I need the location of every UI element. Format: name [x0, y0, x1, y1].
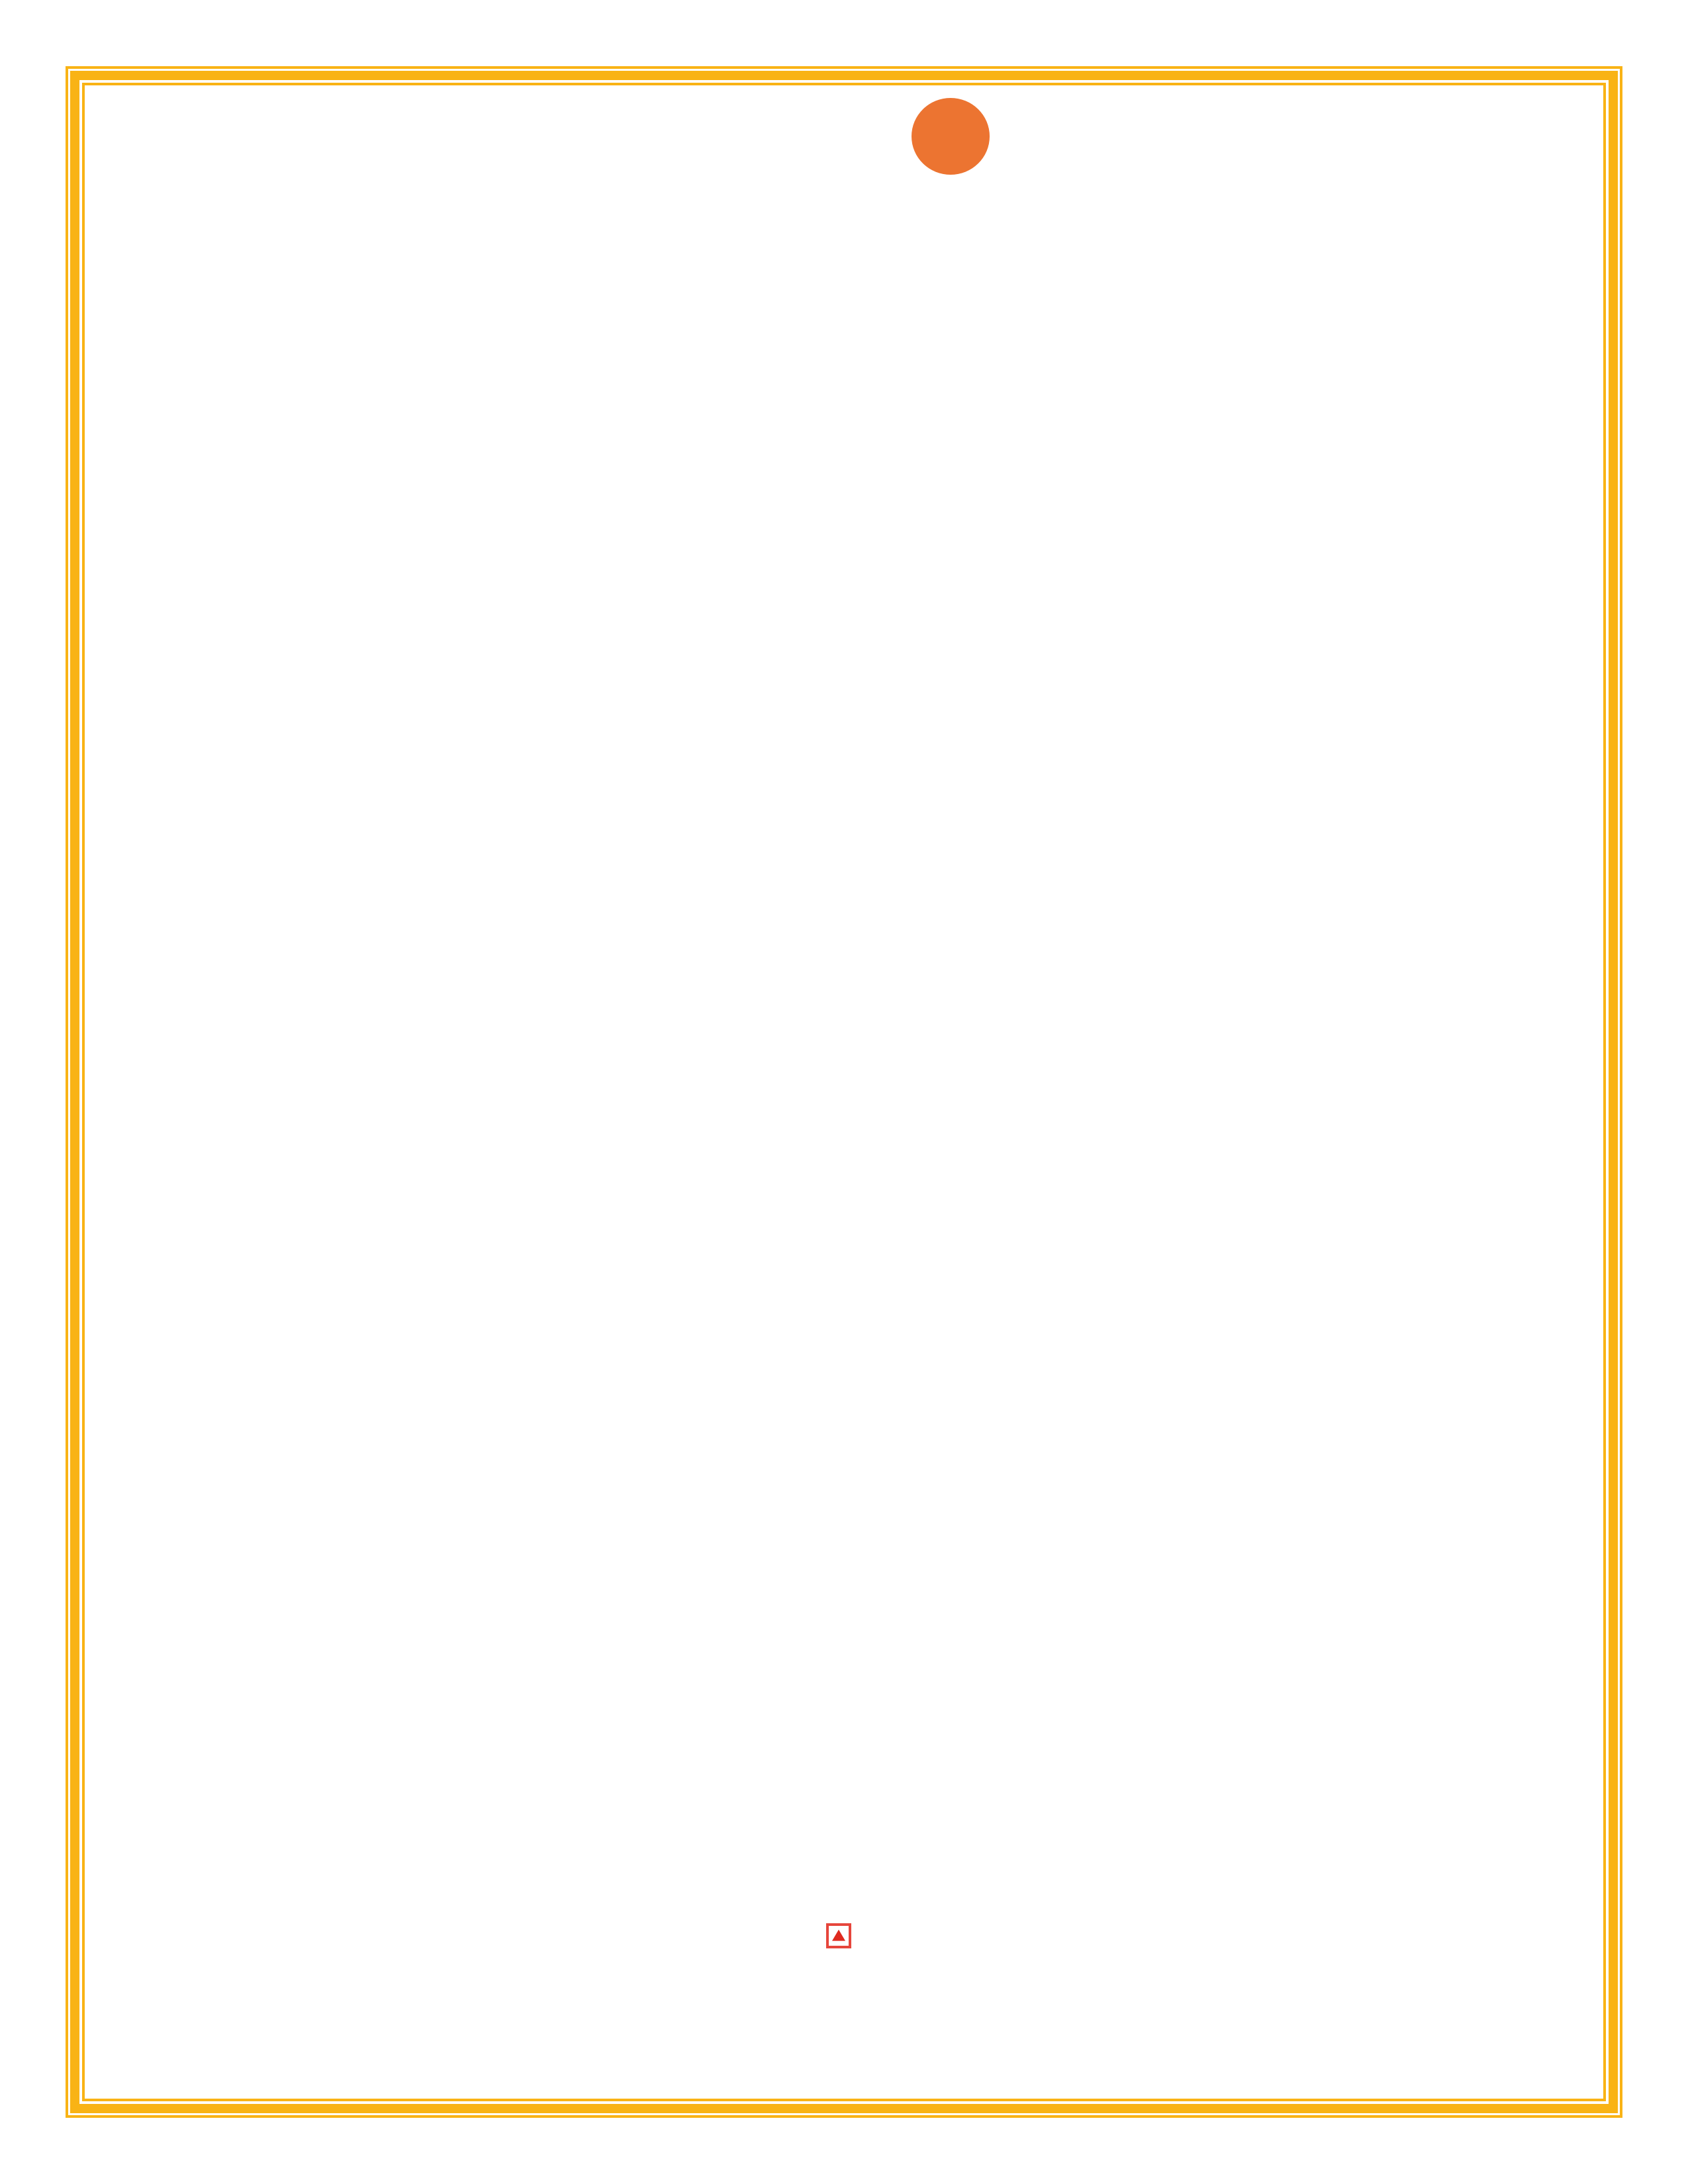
nonveg-legend [0, 1918, 1688, 1950]
page-border-inner-line [82, 83, 1606, 2101]
menu-content [192, 246, 1339, 319]
logo-badge-circle [912, 98, 990, 175]
non-veg-icon [826, 1923, 851, 1948]
menu-footer [0, 1918, 1688, 1950]
page-border-frame [66, 66, 1622, 2118]
brand-logo [670, 93, 1014, 225]
page-border-band [70, 71, 1618, 2113]
